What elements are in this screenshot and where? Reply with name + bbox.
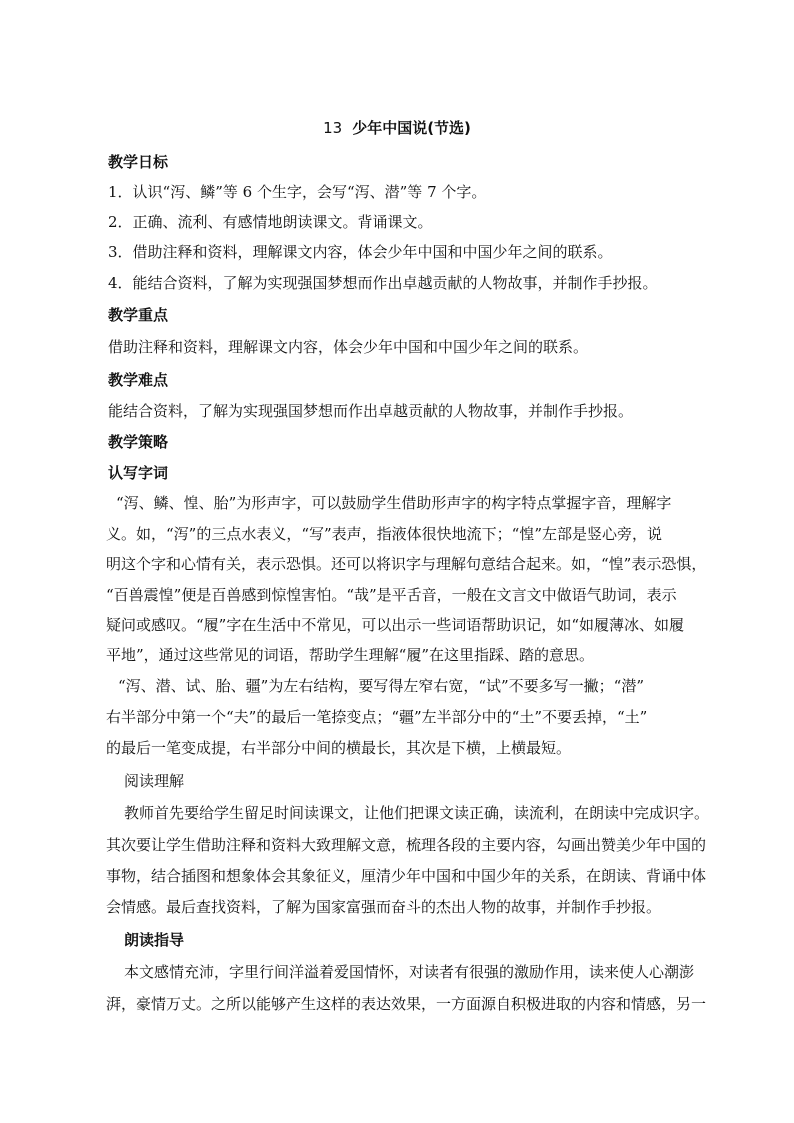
paragraph-line: “泻、鳞、惶、胎”为形声字，可以鼓励学生借助形声字的构字特点掌握字音，理解字 — [116, 494, 672, 512]
subheading-characters: 认写字词 — [108, 464, 169, 482]
paragraph-line: 疑问或感叹。“履”字在生活中不常见，可以出示一些词语帮助识记，如“如履薄冰、如履 — [106, 616, 685, 634]
paragraph-line: 教师首先要给学生留足时间读课文，让他们把课文读正确，读流利，在朗读中完成识字。 — [124, 804, 710, 822]
paragraph-line: “百兽震惶”便是百兽感到惊惶害怕。“哉”是平舌音，一般在文言文中做语气助词，表示 — [106, 586, 677, 604]
paragraph-line: 义。如，“泻”的三点水表义，“写”表声，指液体很快地流下；“惶”左部是竖心旁，说 — [106, 525, 663, 543]
subheading-reading: 阅读理解 — [124, 772, 185, 790]
section-heading-difficulties: 教学难点 — [108, 371, 169, 389]
lesson-number: 13 — [323, 119, 343, 137]
subheading-reading-aloud: 朗读指导 — [124, 931, 185, 949]
objective-3: 3．借助注释和资料，理解课文内容，体会少年中国和中国少年之间的联系。 — [108, 243, 613, 261]
key-points-text: 借助注释和资料，理解课文内容，体会少年中国和中国少年之间的联系。 — [108, 338, 589, 356]
paragraph-line: 其次要让学生借助注释和资料大致理解文意，梳理各段的主要内容，勾画出赞美少年中国的 — [106, 836, 707, 854]
paragraph-line: 平地”，通过这些常见的词语，帮助学生理解“履”在这里指踩、踏的意思。 — [106, 646, 595, 664]
section-heading-strategies: 教学策略 — [108, 433, 169, 451]
paragraph-line: 明这个字和心情有关，表示恐惧。还可以将识字与理解句意结合起来。如，“惶”表示恐惧， — [106, 555, 707, 573]
section-heading-objectives: 教学日标 — [108, 153, 169, 171]
objective-2: 2．正确、流利、有感情地朗读课文。背诵课文。 — [108, 213, 433, 231]
paragraph-line: “泻、潜、试、胎、疆”为左右结构，要写得左窄右宽，“试”不要多写一撇；“潜” — [118, 677, 645, 695]
document-title — [0, 117, 794, 139]
difficulties-text: 能结合资料，了解为实现强国梦想而作出卓越贡献的人物故事，并制作手抄报。 — [108, 402, 634, 420]
paragraph-line: 湃，豪情万丈。之所以能够产生这样的表达效果，一方面源自积极进取的内容和情感，另一 — [106, 995, 707, 1013]
paragraph-line: 的最后一笔变成提，右半部分中间的横最长，其次是下横，上横最短。 — [106, 739, 572, 757]
lesson-title: 少年中国说(节选) — [352, 119, 471, 137]
objective-1: 1．认识“泻、鳞”等 6 个生字，会写“泻、潜”等 7 个字。 — [108, 183, 487, 201]
objective-4: 4．能结合资料，了解为实现强国梦想而作出卓越贡献的人物故事，并制作手抄报。 — [108, 274, 658, 292]
section-heading-key-points: 教学重点 — [108, 306, 169, 324]
paragraph-line: 会情感。最后查找资料，了解为国家富强而奋斗的杰出人物的故事，并制作手抄报。 — [106, 898, 662, 916]
paragraph-line: 本文感情充沛，字里行间洋溢着爱国情怀，对读者有很强的激励作用，读来使人心潮澎 — [124, 963, 695, 981]
paragraph-line: 事物，结合插图和想象体会其象征义，厘清少年中国和中国少年的关系，在朗读、背诵中体 — [106, 867, 707, 885]
paragraph-line: 右半部分中第一个“夫”的最后一笔捺变点；“疆”左半部分中的“土”不要丢掉，“土” — [106, 708, 648, 726]
